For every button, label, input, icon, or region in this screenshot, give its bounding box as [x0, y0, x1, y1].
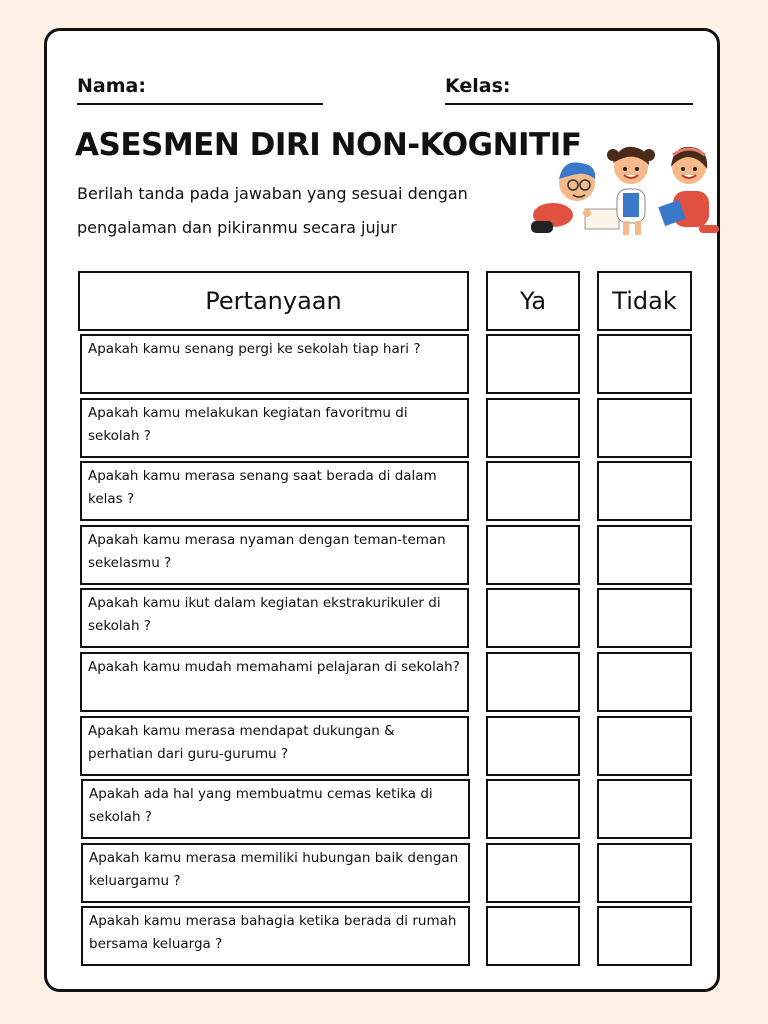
class-label: Kelas:: [445, 75, 511, 97]
class-line[interactable]: [445, 103, 693, 105]
question-cell: Apakah kamu merasa memiliki hubungan baik dengan keluargamu ?: [81, 843, 470, 903]
answer-no-box[interactable]: [597, 398, 692, 458]
answer-no-box[interactable]: [597, 843, 692, 903]
question-cell: Apakah kamu melakukan kegiatan favoritmu di sekolah ?: [80, 398, 469, 458]
question-cell: Apakah kamu merasa senang saat berada di dalam kelas ?: [80, 461, 469, 521]
header-no: Tidak: [597, 271, 692, 331]
instruction-text: Berilah tanda pada jawaban yang sesuai dengan pengalaman dan pikiranmu secara jujur: [77, 184, 468, 237]
header-yes: Ya: [486, 271, 580, 331]
class-field: [445, 75, 511, 97]
worksheet: [44, 28, 720, 992]
answer-yes-box[interactable]: [486, 779, 580, 839]
header-question: Pertanyaan: [78, 271, 469, 331]
name-field: [77, 75, 146, 97]
question-cell: Apakah kamu senang pergi ke sekolah tiap hari ?: [80, 334, 469, 394]
answer-yes-box[interactable]: [486, 461, 580, 521]
name-label: Nama:: [77, 75, 146, 97]
answer-no-box[interactable]: [597, 588, 692, 648]
question-cell: Apakah kamu merasa bahagia ketika berada di rumah bersama keluarga ?: [81, 906, 470, 966]
answer-yes-box[interactable]: [486, 843, 580, 903]
answer-no-box[interactable]: [597, 652, 692, 712]
question-cell: Apakah kamu ikut dalam kegiatan ekstrakurikuler di sekolah ?: [80, 588, 469, 648]
page-title: ASESMEN DIRI NON-KOGNITIF: [75, 127, 582, 163]
kids-reading-illustration: [523, 133, 723, 239]
answer-no-box[interactable]: [597, 779, 692, 839]
answer-yes-box[interactable]: [486, 525, 580, 585]
answer-no-box[interactable]: [597, 716, 692, 776]
answer-yes-box[interactable]: [486, 588, 580, 648]
question-cell: Apakah ada hal yang membuatmu cemas ketika di sekolah ?: [81, 779, 470, 839]
answer-yes-box[interactable]: [486, 398, 580, 458]
question-cell: Apakah kamu merasa nyaman dengan teman-teman sekelasmu ?: [80, 525, 469, 585]
answer-yes-box[interactable]: [486, 334, 580, 394]
question-cell: Apakah kamu merasa mendapat dukungan & perhatian dari guru-gurumu ?: [80, 716, 469, 776]
answer-yes-box[interactable]: [486, 716, 580, 776]
answer-no-box[interactable]: [597, 906, 692, 966]
question-cell: Apakah kamu mudah memahami pelajaran di sekolah?: [80, 652, 469, 712]
name-line[interactable]: [77, 103, 323, 105]
answer-no-box[interactable]: [597, 461, 692, 521]
answer-yes-box[interactable]: [486, 652, 580, 712]
answer-no-box[interactable]: [597, 334, 692, 394]
answer-no-box[interactable]: [597, 525, 692, 585]
answer-yes-box[interactable]: [486, 906, 580, 966]
